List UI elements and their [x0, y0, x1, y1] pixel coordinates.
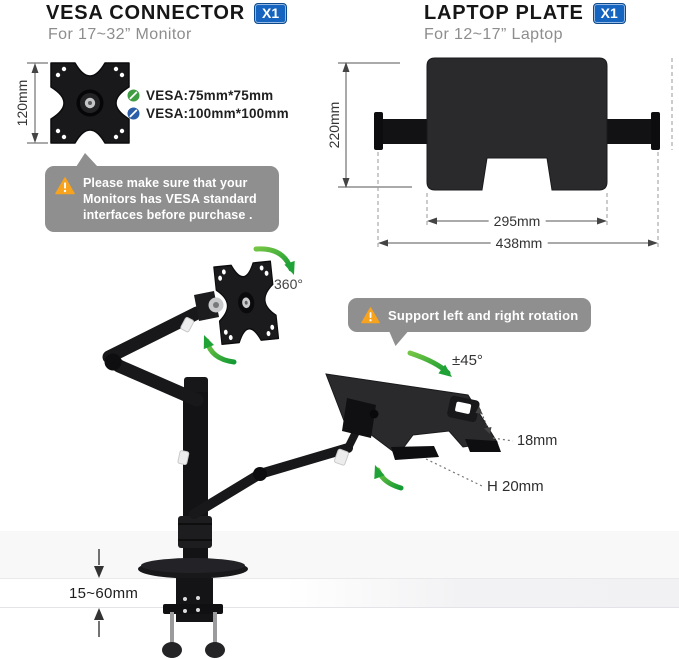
vesa-title: VESA CONNECTOR	[46, 2, 246, 24]
rotation-note-text: Support left and right rotation	[388, 307, 579, 323]
vesa-warning-note	[45, 166, 279, 232]
desk-clamp	[162, 578, 225, 658]
bubble-pointer-down	[387, 332, 408, 346]
laptop-height-label: 220mm	[326, 101, 342, 149]
laptop-outer-width-label: 438mm	[491, 235, 548, 251]
vesa-75-label: VESA:75mm*75mm	[146, 88, 274, 103]
vesa-100-bullet-icon	[127, 107, 140, 120]
vesa-100-label: VESA:100mm*100mm	[146, 106, 289, 121]
vesa-height-label: 120mm	[14, 79, 30, 127]
vesa-size-options	[127, 88, 289, 121]
vesa-75-bullet-icon	[127, 89, 140, 102]
bubble-pointer-up	[74, 153, 98, 167]
vesa-size-option	[127, 88, 289, 103]
vesa-subtitle: For 17~32” Monitor	[48, 26, 192, 43]
laptop-subtitle: For 12~17” Laptop	[424, 26, 563, 43]
rotation-360-label: 360°	[274, 276, 303, 292]
laptop-arm	[194, 448, 348, 514]
vesa-qty-badge: X1	[254, 3, 287, 24]
vesa-plate-drawing	[27, 63, 129, 143]
vesa-warning-text: Please make sure that your Monitors has VESA standard interfaces before purchase .	[83, 176, 257, 222]
hook-height-label: H 20mm	[487, 478, 544, 495]
vesa-header	[46, 1, 287, 25]
laptop-qty-badge: X1	[593, 3, 626, 24]
tilt-45-label: ±45°	[452, 352, 483, 369]
vesa-height-dimension	[27, 63, 48, 143]
laptop-inner-width-label: 295mm	[489, 213, 546, 229]
laptop-title: LAPTOP PLATE	[424, 2, 584, 24]
lip-height-label: 18mm	[517, 433, 558, 449]
laptop-header	[424, 1, 626, 25]
vesa-head-plate	[214, 261, 279, 344]
warning-icon	[55, 177, 75, 195]
clamp-range-label: 15~60mm	[69, 585, 139, 602]
rotation-note	[348, 298, 591, 332]
warning-icon	[361, 307, 380, 324]
vesa-size-option	[127, 106, 289, 121]
